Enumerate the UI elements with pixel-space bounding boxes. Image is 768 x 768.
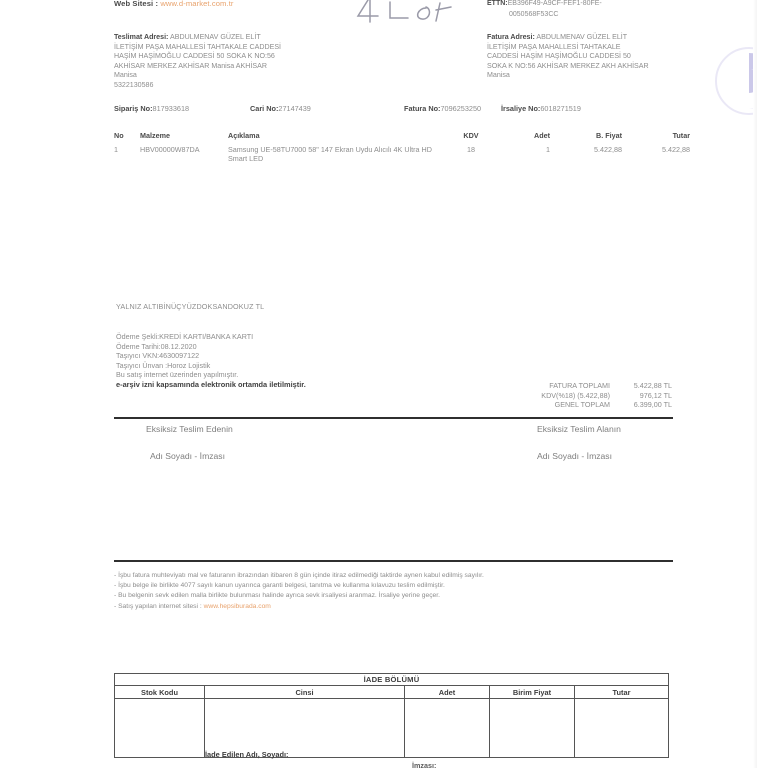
divider-top (114, 417, 673, 419)
return-person-name-label: İade Edilen Adı, Soyadı: (205, 750, 289, 759)
ettn-label: ETTN: (487, 0, 508, 7)
invoice-address-line-1: CADDESİ HAŞİM HAŞİMOĞLU CADDESİ 50 (487, 52, 631, 61)
invoice-address-block (487, 33, 687, 81)
carrier-tax-number: Taşıyıcı VKN:4630097122 (116, 351, 200, 361)
invoice-number-value: 7096253250 (440, 104, 482, 113)
return-column-cinsi: Cinsi (205, 686, 405, 698)
waybill-number-label: İrsaliye No: (501, 104, 541, 113)
cell-tutar: 5.422,88 (662, 145, 690, 154)
total-value-grand: 6.399,00 TL (633, 400, 672, 410)
signature-receiver-name: Adı Soyadı - İmzası (537, 451, 612, 461)
column-header-aciklama: Açıklama (228, 131, 260, 140)
total-label-grand: GENEL TOPLAM (554, 400, 610, 410)
delivery-address-block (114, 33, 344, 90)
return-table-empty-body[interactable] (115, 699, 668, 757)
total-label-vat: KDV(%18) (5.422,88) (541, 390, 610, 400)
column-header-no: No (114, 131, 124, 140)
total-row-grand (500, 400, 672, 410)
invoice-number (404, 104, 481, 113)
return-cell-tutar[interactable] (575, 699, 668, 757)
account-number-value: 27147439 (278, 104, 311, 113)
hepsiburada-link[interactable]: www.hepsiburada.com (203, 602, 271, 610)
delivery-address-line-3: Manisa (114, 71, 137, 80)
invoice-address-line-3: Manisa (487, 71, 510, 80)
waybill-number (501, 104, 581, 113)
return-cell-cinsi[interactable] (205, 699, 405, 757)
invoice-address-line-0: İLETİŞİM PAŞA MAHALLESİ TAHTAKALE (487, 42, 621, 51)
cell-no: 1 (114, 145, 118, 154)
legal-note-1: - İşbu fatura muhteviyatı mal ve faturanın ibrazından itibaren 8 gün içinde itiraz edilmediği taktirde aynen kabul edilmiş sayılır. (114, 572, 484, 579)
delivery-address-line-1: HAŞİM HAŞİMOĞLU CADDESİ 50 SOKA K NO:56 (114, 52, 275, 61)
delivery-address-name: ABDULMENAV GÜZEL ELİT (170, 33, 261, 41)
legal-note-4-prefix: - Satış yapılan internet sitesi : (114, 602, 204, 610)
amount-in-words: YALNIZ ALTIBİNÜÇYÜZDOKSANDOKUZ TL (116, 302, 265, 311)
account-number (250, 104, 311, 113)
ettn-value-line1: EB396F49-A9CF-FEF1-80FE- (507, 0, 602, 7)
totals-block (500, 381, 672, 410)
payment-date: Ödeme Tarihi:08.12.2020 (116, 341, 197, 351)
legal-note-4 (114, 602, 684, 612)
column-header-malzeme: Malzeme (140, 131, 170, 140)
total-label-invoice: FATURA TOPLAMI (549, 381, 610, 390)
internet-sale-note: Bu satış internet üzerinden yapılmıştır. (116, 370, 239, 380)
earsiv-note: e-arşiv izni kapsamında elektronik ortamda iletilmiştir. (116, 379, 306, 389)
cell-birim-fiyat: 5.422,88 (594, 145, 622, 154)
column-header-tutar: Tutar (672, 131, 690, 140)
return-column-stok-kodu: Stok Kodu (115, 686, 205, 698)
return-column-adet: Adet (405, 686, 490, 698)
cell-kdv: 18 (467, 145, 475, 154)
carrier-title: Taşıyıcı Ünvan :Horoz Lojistik (116, 360, 211, 370)
return-signature-label: İmzası: (412, 761, 437, 768)
delivery-address-label: Teslimat Adresi: (114, 33, 169, 41)
signature-deliverer-name: Adı Soyadı - İmzası (150, 451, 225, 461)
delivery-address-line-0: İLETİŞİM PAŞA MAHALLESİ TAHTAKALE CADDESİ (114, 42, 282, 51)
signature-receiver-title: Eksiksiz Teslim Alanın (537, 424, 621, 434)
web-site-label: Web Sitesi : (114, 0, 159, 8)
web-site-value[interactable]: www.d-market.com.tr (160, 0, 234, 8)
line-items-header-row (114, 131, 690, 142)
payment-method: Ödeme Şekli:KREDİ KARTI/BANKA KARTI (116, 332, 254, 341)
ettn-value-line2: 0050568F53CC (509, 10, 559, 18)
order-number-value: 817933618 (152, 104, 190, 113)
invoice-address-name: ABDULMENAV GÜZEL ELİT (536, 33, 628, 41)
delivery-address-line-2: AKHİSAR MERKEZ AKHİSAR Manisa AKHİSAR (114, 61, 267, 70)
invoice-address-line-2: SOKA K NO:56 AKHİSAR MERKEZ AKH AKHİSAR (487, 61, 649, 70)
column-header-birim-fiyat: B. Fiyat (596, 131, 622, 140)
legal-notes-block (114, 571, 684, 612)
waybill-number-value: 6018271519 (540, 104, 581, 113)
cell-adet: 1 (546, 145, 550, 154)
return-cell-birim-fiyat[interactable] (490, 699, 575, 757)
cell-aciklama: Samsung UE-58TU7000 58" 147 Ekran Uydu Alıcılı 4K Ultra HD Smart LED (228, 145, 432, 164)
total-value-vat: 976,12 TL (639, 390, 672, 400)
return-column-birim-fiyat: Birim Fiyat (490, 686, 575, 698)
return-table-header-row (115, 686, 668, 699)
total-row-invoice (500, 381, 672, 391)
return-section-table (114, 673, 669, 758)
web-site-row (114, 0, 234, 8)
divider-bottom (114, 560, 673, 562)
return-cell-adet[interactable] (405, 699, 490, 757)
page-edge-shadow (753, 0, 757, 768)
column-header-kdv: KDV (463, 131, 479, 140)
invoice-number-label: Fatura No: (404, 104, 441, 113)
order-number-label: Sipariş No: (114, 104, 153, 113)
cell-malzeme: HBV00000W87DA (140, 145, 200, 154)
total-row-vat (500, 391, 672, 401)
return-section-title: İADE BÖLÜMÜ (115, 674, 668, 686)
delivery-address-line-4: 5322130586 (114, 80, 154, 89)
invoice-address-label: Fatura Adresi: (487, 33, 535, 41)
column-header-adet: Adet (534, 131, 550, 140)
legal-note-2: - İşbu belge ile birlikte 4077 sayılı kanun uyarınca garanti belgesi, tanıtma ve kullanma kılavuzu teslim edilmiştir. (114, 582, 445, 590)
brand-watermark-logo (712, 44, 757, 118)
return-column-tutar: Tutar (612, 687, 631, 697)
handwritten-annotation (352, 0, 482, 34)
payment-info-block (116, 332, 306, 390)
total-value-invoice: 5.422,88 TL (633, 381, 672, 390)
account-number-label: Cari No: (250, 104, 279, 113)
return-cell-stok-kodu[interactable] (115, 699, 205, 757)
legal-note-3: - Bu belgenin sevk edilen malla birlikte bulunması halinde ayrıca sevk irsaliyesi aranmaz. İrsaliye yerine geçer. (114, 592, 440, 600)
ettn-block (487, 0, 687, 20)
signature-deliverer-title: Eksiksiz Teslim Edenin (146, 424, 233, 434)
order-number (114, 104, 189, 113)
